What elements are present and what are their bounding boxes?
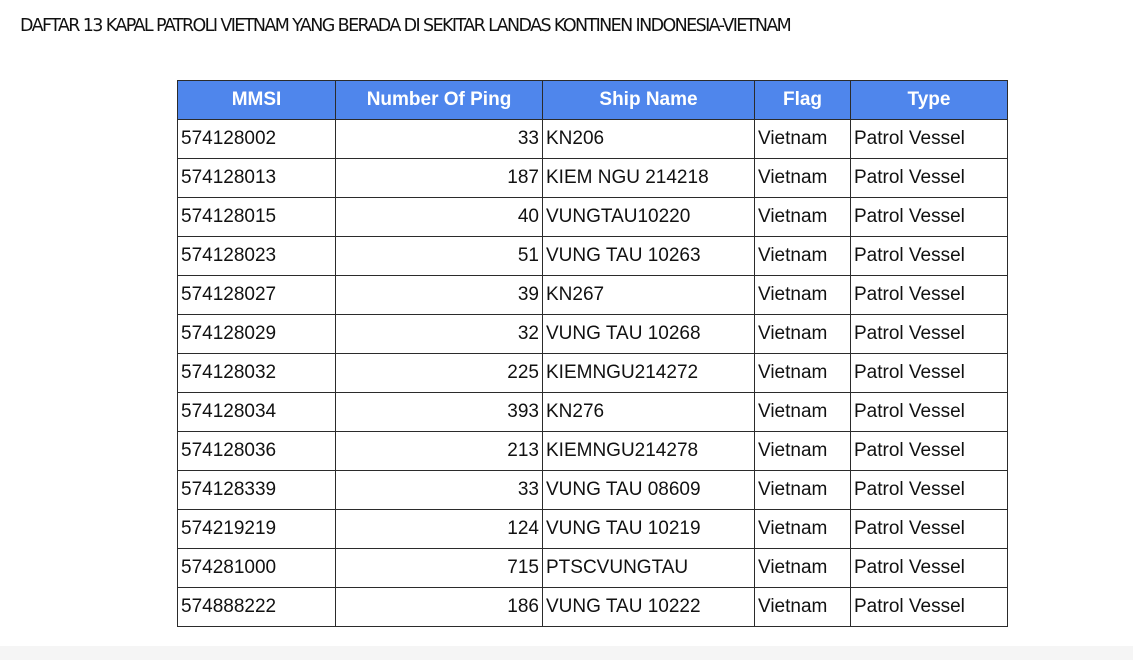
table-row (178, 276, 1008, 315)
ship-name-cell: PTSCVUNGTAU (543, 549, 755, 588)
mmsi-cell: 574128032 (178, 354, 336, 393)
table-row (178, 120, 1008, 159)
mmsi-cell: 574128002 (178, 120, 336, 159)
table-row (178, 159, 1008, 198)
mmsi-cell: 574281000 (178, 549, 336, 588)
ship-name-cell: KN267 (543, 276, 755, 315)
type-cell: Patrol Vessel (851, 549, 1008, 588)
ping-count-cell: 225 (336, 354, 543, 393)
type-cell: Patrol Vessel (851, 393, 1008, 432)
flag-cell: Vietnam (755, 198, 851, 237)
mmsi-cell: 574219219 (178, 510, 336, 549)
ship-name-cell: KN276 (543, 393, 755, 432)
page-title: DAFTAR 13 KAPAL PATROLI VIETNAM YANG BERADA DI SEKITAR LANDAS KONTINEN INDONESIA-VIETNAM (20, 16, 791, 36)
ship-name-cell: VUNG TAU 10268 (543, 315, 755, 354)
ping-count-cell: 187 (336, 159, 543, 198)
flag-cell: Vietnam (755, 471, 851, 510)
type-cell: Patrol Vessel (851, 471, 1008, 510)
mmsi-cell: 574128015 (178, 198, 336, 237)
column-header-type: Type (851, 81, 1008, 120)
mmsi-cell: 574128013 (178, 159, 336, 198)
table-row (178, 393, 1008, 432)
type-cell: Patrol Vessel (851, 120, 1008, 159)
table-row (178, 198, 1008, 237)
flag-cell: Vietnam (755, 315, 851, 354)
ship-name-cell: KIEMNGU214278 (543, 432, 755, 471)
ship-name-cell: KIEM NGU 214218 (543, 159, 755, 198)
patrol-vessel-table (177, 80, 1008, 627)
flag-cell: Vietnam (755, 237, 851, 276)
mmsi-cell: 574128023 (178, 237, 336, 276)
flag-cell: Vietnam (755, 549, 851, 588)
ship-name-cell: VUNG TAU 10263 (543, 237, 755, 276)
column-header-mmsi: MMSI (178, 81, 336, 120)
table-row (178, 237, 1008, 276)
ship-name-cell: KIEMNGU214272 (543, 354, 755, 393)
column-header-flag: Flag (755, 81, 851, 120)
type-cell: Patrol Vessel (851, 588, 1008, 627)
table-row (178, 354, 1008, 393)
table-row (178, 549, 1008, 588)
flag-cell: Vietnam (755, 354, 851, 393)
flag-cell: Vietnam (755, 276, 851, 315)
ping-count-cell: 124 (336, 510, 543, 549)
table-row (178, 510, 1008, 549)
type-cell: Patrol Vessel (851, 315, 1008, 354)
ping-count-cell: 186 (336, 588, 543, 627)
type-cell: Patrol Vessel (851, 198, 1008, 237)
mmsi-cell: 574128034 (178, 393, 336, 432)
ping-count-cell: 33 (336, 120, 543, 159)
mmsi-cell: 574888222 (178, 588, 336, 627)
flag-cell: Vietnam (755, 588, 851, 627)
ping-count-cell: 33 (336, 471, 543, 510)
flag-cell: Vietnam (755, 120, 851, 159)
ship-name-cell: VUNG TAU 10219 (543, 510, 755, 549)
flag-cell: Vietnam (755, 159, 851, 198)
ping-count-cell: 393 (336, 393, 543, 432)
table-row (178, 588, 1008, 627)
ping-count-cell: 32 (336, 315, 543, 354)
ship-name-cell: VUNG TAU 10222 (543, 588, 755, 627)
ship-name-cell: VUNG TAU 08609 (543, 471, 755, 510)
flag-cell: Vietnam (755, 510, 851, 549)
table-row (178, 432, 1008, 471)
type-cell: Patrol Vessel (851, 354, 1008, 393)
type-cell: Patrol Vessel (851, 237, 1008, 276)
ship-name-cell: VUNGTAU10220 (543, 198, 755, 237)
flag-cell: Vietnam (755, 432, 851, 471)
ship-name-cell: KN206 (543, 120, 755, 159)
ping-count-cell: 39 (336, 276, 543, 315)
mmsi-cell: 574128339 (178, 471, 336, 510)
mmsi-cell: 574128029 (178, 315, 336, 354)
table-row (178, 315, 1008, 354)
mmsi-cell: 574128036 (178, 432, 336, 471)
flag-cell: Vietnam (755, 393, 851, 432)
column-header-number-of-ping: Number Of Ping (336, 81, 543, 120)
type-cell: Patrol Vessel (851, 159, 1008, 198)
ping-count-cell: 51 (336, 237, 543, 276)
type-cell: Patrol Vessel (851, 276, 1008, 315)
type-cell: Patrol Vessel (851, 510, 1008, 549)
ping-count-cell: 213 (336, 432, 543, 471)
ping-count-cell: 715 (336, 549, 543, 588)
bottom-strip (0, 646, 1133, 660)
ping-count-cell: 40 (336, 198, 543, 237)
table-header-row (178, 81, 1008, 120)
table-row (178, 471, 1008, 510)
type-cell: Patrol Vessel (851, 432, 1008, 471)
column-header-ship-name: Ship Name (543, 81, 755, 120)
mmsi-cell: 574128027 (178, 276, 336, 315)
